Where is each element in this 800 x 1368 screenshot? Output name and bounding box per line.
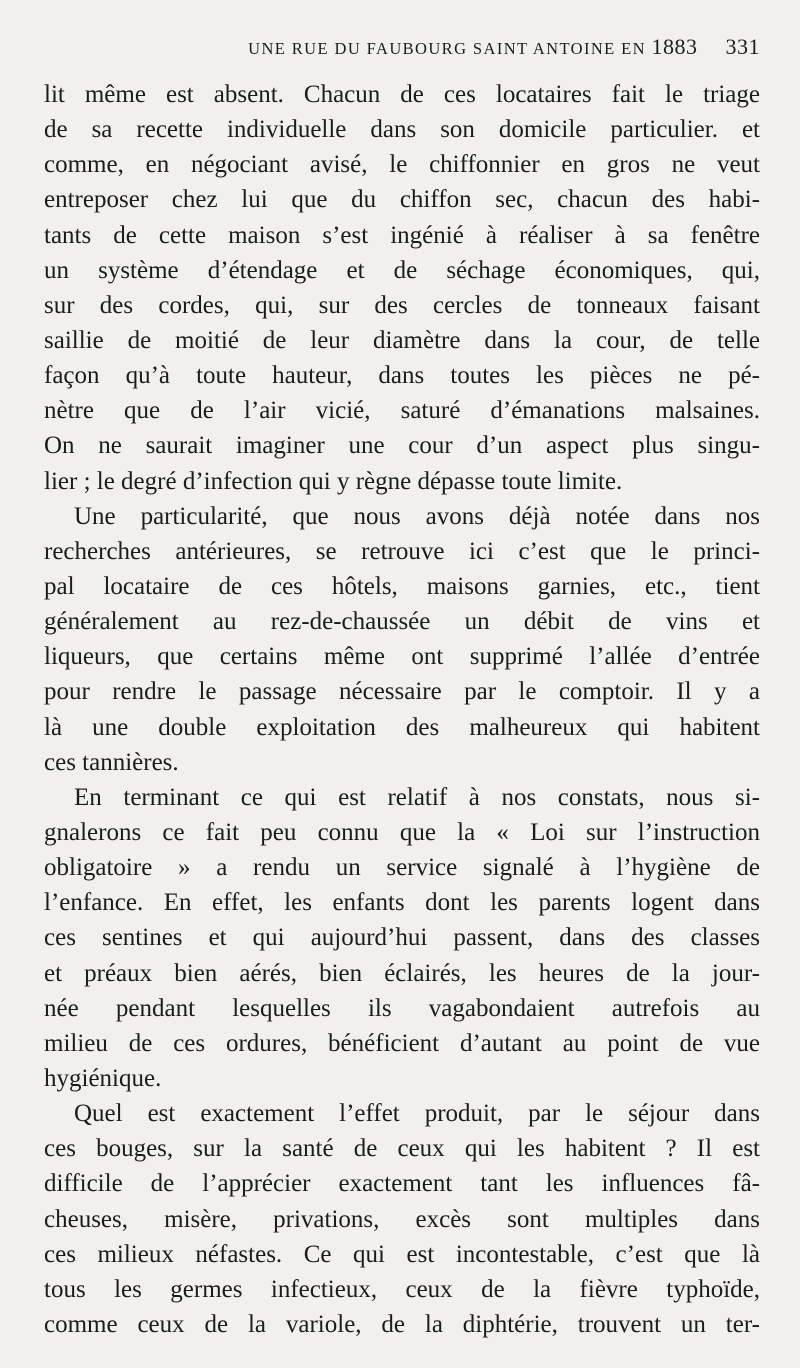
text-line: Quel est exactement l’effet produit, par le séjour dans <box>74 1100 760 1128</box>
text-line: et préaux bien aérés, bien éclairés, les heures de la jour- <box>44 959 760 987</box>
running-title-text: UNE RUE DU FAUBOURG SAINT ANTOINE EN <box>248 39 646 58</box>
text-line: En terminant ce qui est relatif à nos constats, nous si- <box>74 783 760 811</box>
running-title-year: 1883 <box>651 34 698 59</box>
text-line: hygiénique. <box>44 1064 162 1092</box>
text-line: là une double exploitation des malheureux qui habitent <box>44 713 760 741</box>
text-line: comme, en négociant avisé, le chiffonnier en gros ne veut <box>44 151 760 179</box>
text-line: comme ceux de la variole, de la diphtérie, trouvent un ter- <box>44 1310 760 1338</box>
text-line: cheuses, misère, privations, excès sont multiples dans <box>44 1205 760 1233</box>
text-line: ces tannières. <box>44 748 179 776</box>
text-line: généralement au rez-de-chaussée un débit de vins et <box>44 608 760 636</box>
text-line: liqueurs, que certains même ont supprimé l’allée d’entrée <box>44 643 760 671</box>
text-line: née pendant lesquelles ils vagabondaient autrefois au <box>44 994 760 1022</box>
text-line: milieu de ces ordures, bénéficient d’autant au point de vue <box>44 1029 760 1057</box>
text-line: ces milieux néfastes. Ce qui est incontestable, c’est que là <box>44 1240 760 1268</box>
text-line: gnalerons ce fait peu connu que la « Loi sur l’instruction <box>44 818 760 846</box>
text-line: ces bouges, sur la santé de ceux qui les habitent ? Il est <box>44 1135 760 1163</box>
text-line: de sa recette individuelle dans son domicile particulier. et <box>44 116 760 144</box>
text-line: tous les germes infectieux, ceux de la fièvre typhoïde, <box>44 1275 760 1303</box>
text-line: lit même est absent. Chacun de ces locataires fait le triage <box>44 81 760 108</box>
text-line: Une particularité, que nous avons déjà notée dans nos <box>74 502 760 530</box>
text-line: saillie de moitié de leur diamètre dans la cour, de telle <box>44 326 760 354</box>
running-header <box>44 34 760 64</box>
text-line: sur des cordes, qui, sur des cercles de tonneaux faisant <box>44 291 760 319</box>
text-line: recherches antérieures, se retrouve ici c’est que le princi- <box>44 537 760 565</box>
running-title <box>248 34 697 60</box>
text-line: tants de cette maison s’est ingénié à réaliser à sa fenêtre <box>44 221 760 249</box>
text-line: pour rendre le passage nécessaire par le comptoir. Il y a <box>44 678 760 706</box>
text-line: un système d’étendage et de séchage économiques, qui, <box>44 256 760 284</box>
text-line: obligatoire » a rendu un service signalé à l’hygiène de <box>44 854 760 882</box>
text-line: On ne saurait imaginer une cour d’un aspect plus singu- <box>44 432 760 460</box>
text-line: l’enfance. En effet, les enfants dont les parents logent dans <box>44 889 760 917</box>
text-line: pal locataire de ces hôtels, maisons garnies, etc., tient <box>44 572 760 600</box>
text-line: lier ; le degré d’infection qui y règne dépasse toute limite. <box>44 467 623 495</box>
page-number: 331 <box>725 34 760 59</box>
text-line: nètre que de l’air vicié, saturé d’émanations malsaines. <box>44 397 760 425</box>
text-line: façon qu’à toute hauteur, dans toutes les pièces ne pé- <box>44 362 760 390</box>
text-line: entreposer chez lui que du chiffon sec, chacun des habi- <box>44 186 760 214</box>
body-text <box>44 77 760 1342</box>
text-line: difficile de l’apprécier exactement tant les influences fâ- <box>44 1170 760 1198</box>
text-line: ces sentines et qui aujourd’hui passent, dans des classes <box>44 924 760 952</box>
